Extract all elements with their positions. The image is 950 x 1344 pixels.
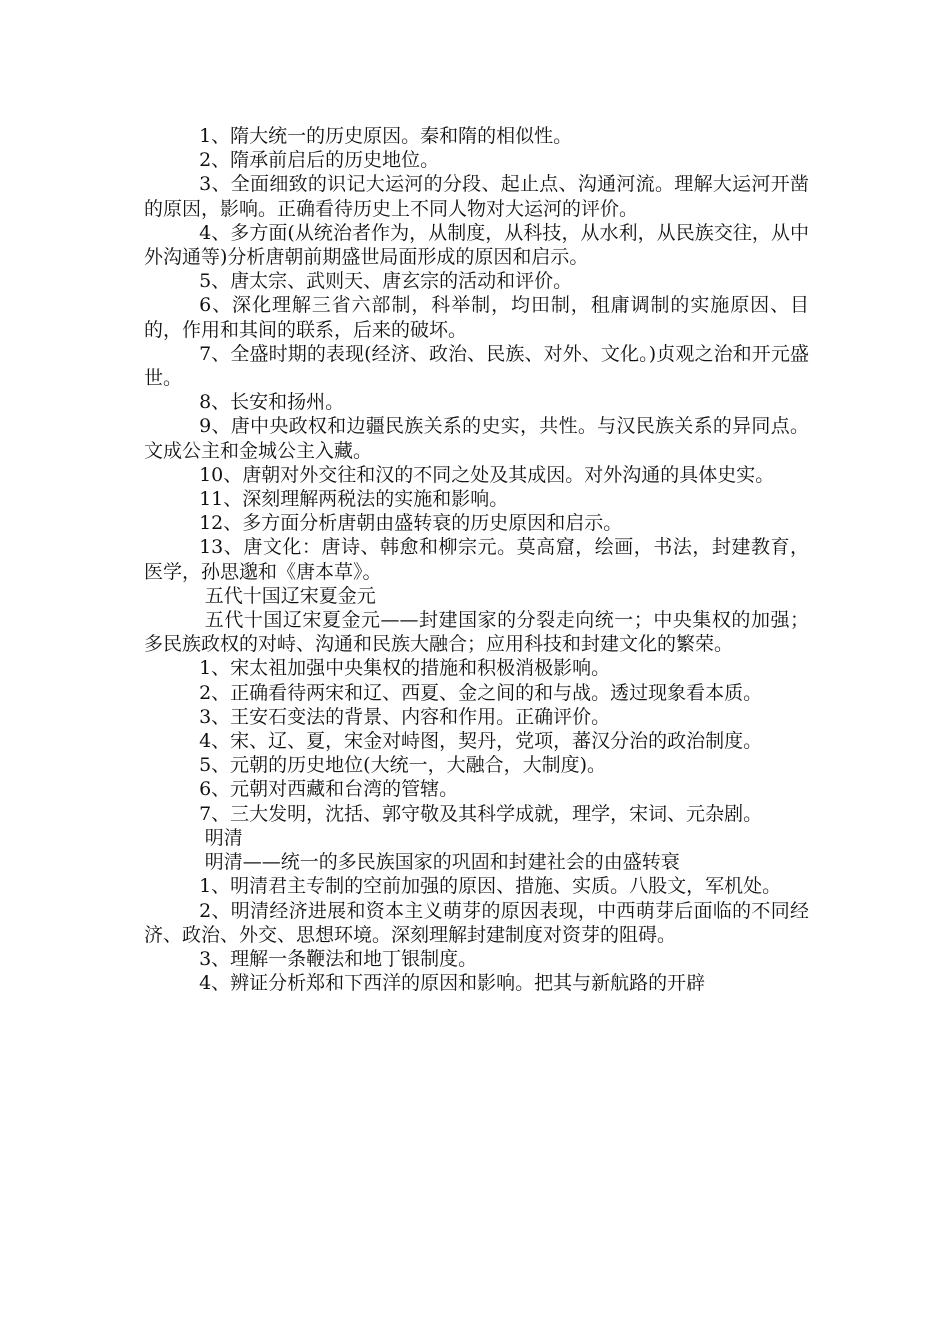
paragraph-song-centralization: 1、宋太祖加强中央集权的措施和积极消极影响。 [199, 657, 611, 680]
paragraph-two-tax-law: 11、深刻理解两税法的实施和影响。 [199, 488, 509, 511]
section-heading-song-yuan: 五代十国辽宋夏金元 [204, 584, 376, 607]
paragraph-wang-anshi: 3、王安石变法的背景、内容和作用。正确评价。 [199, 705, 611, 728]
paragraph-ethnic-relations: 9、唐中央政权和边疆民族关系的史实，共性。与汉民族关系的异同点。文成公主和金城公主入藏。 [144, 415, 809, 462]
paragraph-capitalism-sprouts: 2、明清经济进展和资本主义萌芽的原因表现，中西萌芽后面临的不同经济、政治、外交、思想环境。深刻理解封建制度对资芽的阻碍。 [144, 899, 809, 946]
paragraph-tang-emperors: 5、唐太宗、武则天、唐玄宗的活动和评价。 [199, 270, 573, 293]
paragraph-tang-prosperity: 4、多方面(从统治者作为，从制度，从科技，从水利，从民族交往，从中外沟通等)分析唐朝前期盛世局面形成的原因和启示。 [144, 221, 809, 269]
paragraph-zheng-he: 4、辨证分析郑和下西洋的原因和影响。把其与新航路的开辟 [199, 972, 706, 995]
paragraph-yuan-status: 5、元朝的历史地位(大统一，大融合，大制度)。 [199, 754, 607, 777]
paragraph-three-inventions: 7、三大发明，沈括、郭守敬及其科学成就，理学，宋词、元杂剧。 [199, 802, 763, 825]
paragraph-tang-systems: 6、深化理解三省六部制，科举制，均田制，租庸调制的实施原因、目的，作用和其间的联系，后来的破坏。 [144, 294, 809, 341]
paragraph-sui-unification: 1、隋大统一的历史原因。秦和隋的相似性。 [199, 125, 573, 147]
document-body [144, 124, 809, 995]
paragraph-confrontation-map: 4、宋、辽、夏，宋金对峙图，契丹，党项，蕃汉分治的政治制度。 [199, 730, 763, 753]
paragraph-tang-culture: 13、唐文化：唐诗、韩愈和柳宗元。莫高窟，绘画，书法，封建教育，医学，孙思邈和《唐本草》。 [144, 536, 809, 583]
paragraph-yuan-tibet-taiwan: 6、元朝对西藏和台湾的管辖。 [199, 778, 459, 801]
paragraph-sui-status: 2、隋承前启后的历史地位。 [199, 149, 440, 172]
paragraph-golden-age: 7、全盛时期的表现(经济、政治、民族、对外、文化。)贞观之治和开元盛世。 [144, 342, 809, 390]
paragraph-grand-canal: 3、全面细致的识记大运河的分段、起止点、沟通河流。理解大运河开凿的原因，影响。正确看待历史上不同人物对大运河的评价。 [144, 173, 809, 220]
section-summary-song-yuan: 五代十国辽宋夏金元——封建国家的分裂走向统一；中央集权的加强；多民族政权的对峙、沟通和民族大融合；应用科技和封建文化的繁荣。 [144, 609, 809, 656]
section-heading-ming-qing: 明清 [204, 826, 243, 849]
paragraph-tax-reforms: 3、理解一条鞭法和地丁银制度。 [199, 947, 478, 970]
paragraph-autocracy: 1、明清君主专制的空前加强的原因、措施、实质。八股文，军机处。 [199, 875, 782, 898]
paragraph-song-liao-xia-jin: 2、正确看待两宋和辽、西夏、金之间的和与战。透过现象看本质。 [199, 681, 763, 704]
paragraph-tang-decline: 12、多方面分析唐朝由盛转衰的历史原因和启示。 [199, 512, 623, 535]
section-summary-ming-qing: 明清——统一的多民族国家的巩固和封建社会的由盛转衰 [204, 851, 680, 874]
paragraph-foreign-relations: 10、唐朝对外交往和汉的不同之处及其成因。对外沟通的具体史实。 [199, 463, 775, 486]
paragraph-changan-yangzhou: 8、长安和扬州。 [199, 391, 345, 414]
